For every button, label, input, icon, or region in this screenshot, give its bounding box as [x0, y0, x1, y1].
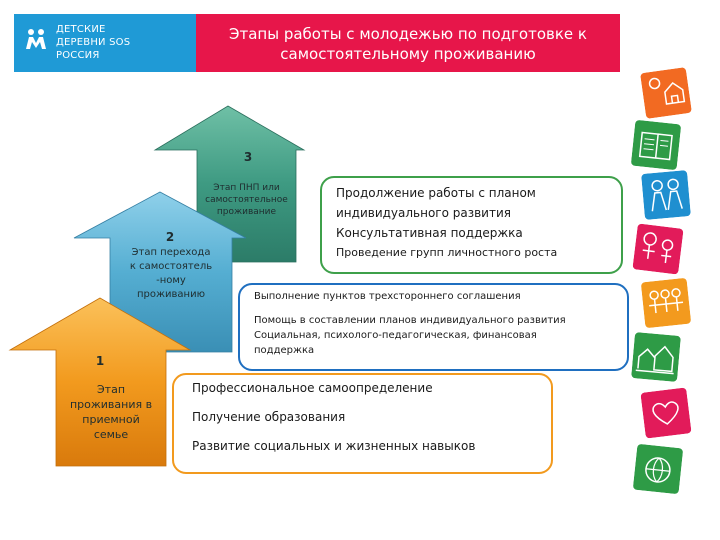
stage-3-line: Этап ПНП или: [213, 183, 280, 193]
stage-2-box-line: Социальная, психолого-педагогическая, финансовая: [254, 330, 537, 341]
stage-1-box-line: Развитие социальных и жизненных навыков: [192, 439, 476, 453]
stage-2-box-line: поддержка: [254, 345, 315, 356]
stage-1-label: [56, 382, 166, 442]
stage-1-line: проживания в: [69, 398, 153, 411]
stage-3-box-line: Продолжение работы с планом: [336, 186, 536, 200]
stage-1-line: Этап: [96, 383, 126, 396]
page-title-line: Этапы работы с молодежью по подготовке к: [229, 25, 587, 43]
stage-1-box-line: Получение образования: [192, 410, 346, 424]
stage-3-line: проживание: [216, 207, 277, 217]
logo-line: ДЕРЕВНИ SOS: [56, 37, 131, 48]
stage-1-box: [172, 373, 553, 474]
stage-3-box-line: индивидуального развития: [336, 206, 511, 220]
logo-line: РОССИЯ: [56, 50, 100, 61]
stage-1-number: 1: [95, 354, 105, 368]
stage-2-line: к самостоятель: [129, 261, 213, 272]
stage-1-box-line: Профессиональное самоопределение: [192, 381, 433, 395]
stage-3-box-line: Консультативная поддержка: [336, 226, 523, 240]
logo-line: ДЕТСКИЕ: [56, 24, 106, 35]
stage-2-number: 2: [165, 230, 175, 244]
stage-2-box: [238, 283, 629, 371]
stage-2-line: проживанию: [137, 289, 205, 300]
stage-2-line: -ному: [156, 275, 186, 286]
stage-3-label: [197, 182, 296, 218]
stage-1-line: приемной: [82, 413, 140, 426]
stage-3-number: 3: [243, 150, 253, 164]
stage-2-box-line: Выполнение пунктов трехстороннего соглашения: [254, 291, 521, 302]
stage-1-line: семье: [93, 428, 129, 441]
stage-3-line: самостоятельное: [205, 195, 288, 205]
page-title-line: самостоятельному проживанию: [280, 45, 536, 63]
stage-2-line: Этап перехода: [131, 247, 211, 258]
stage-3-box-line: Проведение групп личностного роста: [336, 246, 558, 259]
stage-2-label: [110, 246, 232, 302]
stage-3-box: [320, 176, 623, 274]
stage-2-box-line: Помощь в составлении планов индивидуального развития: [254, 315, 566, 326]
